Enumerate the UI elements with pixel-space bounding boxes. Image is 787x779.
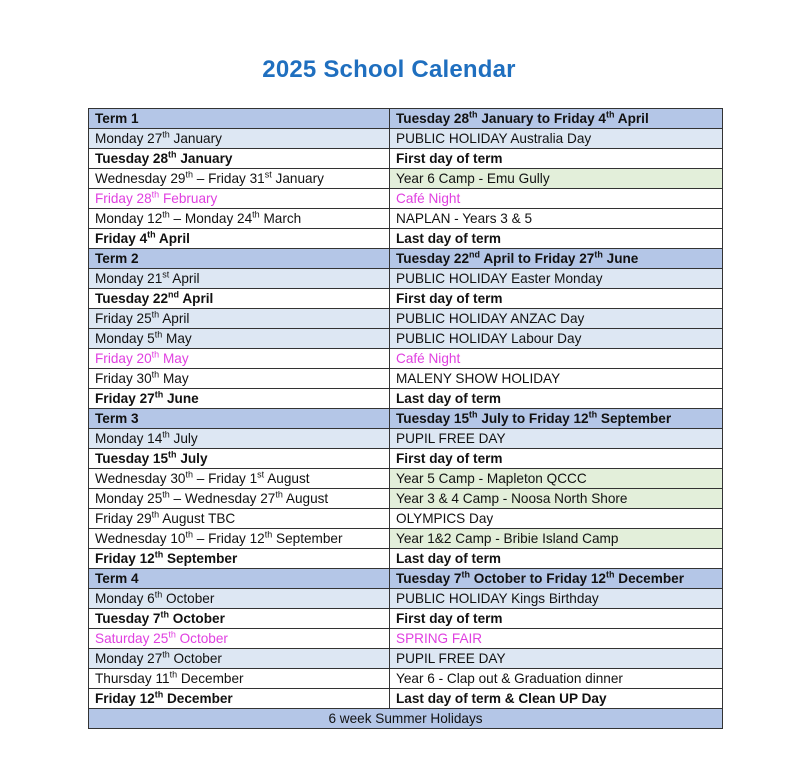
ordinal-suffix: th xyxy=(154,389,164,400)
ordinal-suffix: th xyxy=(168,629,176,640)
cell-text: Friday 25 xyxy=(95,311,152,326)
cell-text: Friday 30 xyxy=(95,371,152,386)
date-cell xyxy=(89,209,390,229)
date-cell xyxy=(89,149,390,169)
event-cell xyxy=(390,249,723,269)
calendar-row xyxy=(89,649,723,669)
ordinal-suffix: th xyxy=(162,429,170,440)
event-cell xyxy=(390,489,723,509)
cell-text: PUBLIC HOLIDAY Australia Day xyxy=(396,131,592,146)
cell-text: Monday 12 xyxy=(95,211,163,226)
event-cell xyxy=(390,449,723,469)
calendar-row xyxy=(89,209,723,229)
ordinal-suffix: th xyxy=(162,129,170,140)
cell-text: May xyxy=(159,351,189,366)
cell-text: October xyxy=(175,631,228,646)
cell-text: Tuesday 22 xyxy=(396,251,470,266)
date-cell xyxy=(89,589,390,609)
cell-text: April xyxy=(169,271,200,286)
ordinal-suffix: st xyxy=(264,169,272,180)
cell-text: December xyxy=(163,691,233,706)
event-cell xyxy=(390,209,723,229)
calendar-row xyxy=(89,589,723,609)
date-cell xyxy=(89,429,390,449)
date-cell xyxy=(89,469,390,489)
event-cell xyxy=(390,129,723,149)
cell-text: October xyxy=(162,591,215,606)
event-cell xyxy=(390,589,723,609)
cell-text: Term 2 xyxy=(95,251,139,266)
ordinal-suffix: th xyxy=(469,409,478,420)
event-cell xyxy=(390,469,723,489)
cell-text: Friday 28 xyxy=(95,191,152,206)
cell-text: Café Night xyxy=(396,351,461,366)
calendar-row xyxy=(89,609,723,629)
ordinal-suffix: th xyxy=(162,649,170,660)
date-cell xyxy=(89,529,390,549)
calendar-row xyxy=(89,489,723,509)
cell-text: September xyxy=(163,551,238,566)
cell-text: September xyxy=(597,411,672,426)
event-cell xyxy=(390,669,723,689)
footer-cell: 6 week Summer Holidays xyxy=(89,709,723,729)
date-cell xyxy=(89,689,390,709)
ordinal-suffix: nd xyxy=(469,249,481,260)
cell-text: Tuesday 28 xyxy=(396,111,470,126)
cell-text: July xyxy=(176,451,208,466)
date-cell xyxy=(89,329,390,349)
cell-text: January xyxy=(271,171,324,186)
calendar-row xyxy=(89,229,723,249)
ordinal-suffix: th xyxy=(461,569,470,580)
cell-text: February xyxy=(159,191,218,206)
cell-text: Year 1&2 Camp - Bribie Island Camp xyxy=(396,531,619,546)
cell-text: September xyxy=(272,531,343,546)
cell-text: August TBC xyxy=(159,511,236,526)
date-cell xyxy=(89,449,390,469)
ordinal-suffix: th xyxy=(160,609,169,620)
ordinal-suffix: th xyxy=(151,349,160,360)
cell-text: April xyxy=(159,311,190,326)
date-cell xyxy=(89,549,390,569)
cell-text: Last day of term xyxy=(396,391,501,406)
event-cell xyxy=(390,609,723,629)
cell-text: April xyxy=(614,111,649,126)
ordinal-suffix: th xyxy=(154,549,164,560)
cell-text: June xyxy=(163,391,199,406)
ordinal-suffix: th xyxy=(147,229,156,240)
calendar-row xyxy=(89,629,723,649)
ordinal-suffix: th xyxy=(162,489,170,500)
cell-text: Friday 20 xyxy=(95,351,152,366)
date-cell xyxy=(89,169,390,189)
ordinal-suffix: nd xyxy=(168,289,180,300)
ordinal-suffix: th xyxy=(154,329,163,340)
date-cell xyxy=(89,189,390,209)
event-cell xyxy=(390,549,723,569)
cell-text: Tuesday 28 xyxy=(95,151,169,166)
cell-text: Term 1 xyxy=(95,111,139,126)
cell-text: Tuesday 15 xyxy=(396,411,470,426)
ordinal-suffix: th xyxy=(185,169,193,180)
cell-text: PUBLIC HOLIDAY ANZAC Day xyxy=(396,311,585,326)
event-cell xyxy=(390,149,723,169)
cell-text: January to Friday 4 xyxy=(477,111,606,126)
cell-text: – Friday 31 xyxy=(192,171,265,186)
page-title: 2025 School Calendar xyxy=(262,56,516,83)
cell-text: Year 6 Camp - Emu Gully xyxy=(396,171,550,186)
ordinal-suffix: th xyxy=(168,449,177,460)
date-cell xyxy=(89,669,390,689)
cell-text: PUBLIC HOLIDAY Easter Monday xyxy=(396,271,603,286)
ordinal-suffix: th xyxy=(151,189,160,200)
ordinal-suffix: th xyxy=(154,689,164,700)
cell-text: – Wednesday 27 xyxy=(169,491,276,506)
date-cell xyxy=(89,129,390,149)
calendar-row xyxy=(89,269,723,289)
event-cell xyxy=(390,309,723,329)
ordinal-suffix: th xyxy=(588,409,598,420)
cell-text: Year 6 - Clap out & Graduation dinner xyxy=(396,671,623,686)
ordinal-suffix: th xyxy=(151,369,160,380)
cell-text: January xyxy=(176,151,233,166)
cell-text: Last day of term xyxy=(396,231,501,246)
cell-text: Wednesday 29 xyxy=(95,171,186,186)
cell-text: October xyxy=(168,611,225,626)
cell-text: April to Friday 27 xyxy=(480,251,595,266)
ordinal-suffix: th xyxy=(151,509,160,520)
cell-text: Friday 12 xyxy=(95,551,155,566)
ordinal-suffix: th xyxy=(605,569,615,580)
cell-text: July xyxy=(169,431,198,446)
calendar-row xyxy=(89,529,723,549)
calendar-row xyxy=(89,149,723,169)
cell-text: Friday 12 xyxy=(95,691,155,706)
cell-text: Monday 21 xyxy=(95,271,163,286)
date-cell xyxy=(89,249,390,269)
event-cell xyxy=(390,329,723,349)
cell-text: Wednesday 10 xyxy=(95,531,186,546)
cell-text: PUPIL FREE DAY xyxy=(396,431,506,446)
cell-text: – Monday 24 xyxy=(169,211,253,226)
cell-text: Monday 27 xyxy=(95,651,163,666)
ordinal-suffix: th xyxy=(185,529,193,540)
date-cell xyxy=(89,609,390,629)
cell-text: October xyxy=(169,651,222,666)
ordinal-suffix: st xyxy=(162,269,170,280)
calendar-row xyxy=(89,309,723,329)
date-cell xyxy=(89,409,390,429)
event-cell xyxy=(390,569,723,589)
calendar-row xyxy=(89,169,723,189)
calendar-body xyxy=(89,109,723,709)
cell-text: April xyxy=(179,291,214,306)
event-cell xyxy=(390,229,723,249)
calendar-row xyxy=(89,129,723,149)
cell-text: Year 3 & 4 Camp - Noosa North Shore xyxy=(396,491,628,506)
cell-text: PUBLIC HOLIDAY Kings Birthday xyxy=(396,591,599,606)
cell-text: – Friday 1 xyxy=(192,471,258,486)
date-cell xyxy=(89,509,390,529)
cell-text: October to Friday 12 xyxy=(469,571,606,586)
cell-text: Year 5 Camp - Mapleton QCCC xyxy=(396,471,587,486)
cell-text: Last day of term & Clean UP Day xyxy=(396,691,607,706)
event-cell xyxy=(390,189,723,209)
calendar-row xyxy=(89,509,723,529)
term-header-row xyxy=(89,569,723,589)
term-header-row xyxy=(89,109,723,129)
ordinal-suffix: th xyxy=(264,529,273,540)
date-cell xyxy=(89,349,390,369)
event-cell xyxy=(390,289,723,309)
cell-text: First day of term xyxy=(396,451,503,466)
cell-text: August xyxy=(282,491,329,506)
ordinal-suffix: st xyxy=(257,469,265,480)
calendar-row xyxy=(89,449,723,469)
date-cell xyxy=(89,109,390,129)
ordinal-suffix: th xyxy=(275,489,283,500)
cell-text: August xyxy=(264,471,310,486)
ordinal-suffix: th xyxy=(151,309,160,320)
event-cell xyxy=(390,689,723,709)
calendar-row xyxy=(89,349,723,369)
cell-text: Thursday 11 xyxy=(95,671,170,686)
date-cell xyxy=(89,629,390,649)
date-cell xyxy=(89,269,390,289)
ordinal-suffix: th xyxy=(154,589,163,600)
calendar-table xyxy=(88,108,723,729)
term-header-row xyxy=(89,409,723,429)
date-cell xyxy=(89,289,390,309)
ordinal-suffix: th xyxy=(185,469,193,480)
cell-text: December xyxy=(177,671,244,686)
event-cell xyxy=(390,429,723,449)
date-cell xyxy=(89,369,390,389)
cell-text: Monday 14 xyxy=(95,431,163,446)
calendar-row xyxy=(89,689,723,709)
date-cell xyxy=(89,309,390,329)
event-cell xyxy=(390,109,723,129)
cell-text: Tuesday 7 xyxy=(396,571,462,586)
cell-text: NAPLAN - Years 3 & 5 xyxy=(396,211,533,226)
calendar-row xyxy=(89,429,723,449)
cell-text: April xyxy=(155,231,190,246)
event-cell xyxy=(390,349,723,369)
date-cell xyxy=(89,649,390,669)
cell-text: Tuesday 7 xyxy=(95,611,161,626)
cell-text: Tuesday 22 xyxy=(95,291,169,306)
calendar-row xyxy=(89,549,723,569)
cell-text: Friday 29 xyxy=(95,511,152,526)
cell-text: Term 3 xyxy=(95,411,139,426)
ordinal-suffix: th xyxy=(594,249,603,260)
cell-text: March xyxy=(259,211,302,226)
cell-text: Last day of term xyxy=(396,551,501,566)
ordinal-suffix: th xyxy=(469,109,478,120)
cell-text: SPRING FAIR xyxy=(396,631,483,646)
cell-text: July to Friday 12 xyxy=(477,411,589,426)
cell-text: Tuesday 15 xyxy=(95,451,169,466)
ordinal-suffix: th xyxy=(605,109,615,120)
cell-text: May xyxy=(162,331,192,346)
event-cell xyxy=(390,389,723,409)
calendar-row xyxy=(89,289,723,309)
event-cell xyxy=(390,409,723,429)
footer-row xyxy=(89,709,723,729)
event-cell xyxy=(390,529,723,549)
date-cell xyxy=(89,569,390,589)
ordinal-suffix: th xyxy=(162,209,170,220)
term-header-row xyxy=(89,249,723,269)
cell-text: January xyxy=(169,131,222,146)
event-cell xyxy=(390,369,723,389)
event-cell xyxy=(390,629,723,649)
cell-text: First day of term xyxy=(396,291,503,306)
cell-text: Friday 4 xyxy=(95,231,148,246)
ordinal-suffix: th xyxy=(168,149,177,160)
event-cell xyxy=(390,169,723,189)
cell-text: June xyxy=(602,251,639,266)
cell-text: Term 4 xyxy=(95,571,139,586)
cell-text: First day of term xyxy=(396,611,503,626)
cell-text: Monday 5 xyxy=(95,331,155,346)
date-cell xyxy=(89,229,390,249)
event-cell xyxy=(390,509,723,529)
date-cell xyxy=(89,389,390,409)
cell-text: Monday 6 xyxy=(95,591,155,606)
cell-text: Friday 27 xyxy=(95,391,155,406)
cell-text: OLYMPICS Day xyxy=(396,511,494,526)
calendar-row xyxy=(89,389,723,409)
cell-text: May xyxy=(159,371,189,386)
cell-text: First day of term xyxy=(396,151,503,166)
event-cell xyxy=(390,649,723,669)
cell-text: Monday 25 xyxy=(95,491,163,506)
cell-text: December xyxy=(614,571,684,586)
ordinal-suffix: th xyxy=(252,209,260,220)
cell-text: Café Night xyxy=(396,191,461,206)
calendar-row xyxy=(89,329,723,349)
cell-text: MALENY SHOW HOLIDAY xyxy=(396,371,561,386)
cell-text: Wednesday 30 xyxy=(95,471,186,486)
ordinal-suffix: th xyxy=(169,669,178,680)
cell-text: PUPIL FREE DAY xyxy=(396,651,506,666)
event-cell xyxy=(390,269,723,289)
cell-text: Monday 27 xyxy=(95,131,163,146)
calendar-row xyxy=(89,469,723,489)
calendar-row xyxy=(89,369,723,389)
cell-text: Saturday 25 xyxy=(95,631,169,646)
cell-text: PUBLIC HOLIDAY Labour Day xyxy=(396,331,582,346)
calendar-row xyxy=(89,669,723,689)
date-cell xyxy=(89,489,390,509)
cell-text: – Friday 12 xyxy=(192,531,265,546)
calendar-row xyxy=(89,189,723,209)
